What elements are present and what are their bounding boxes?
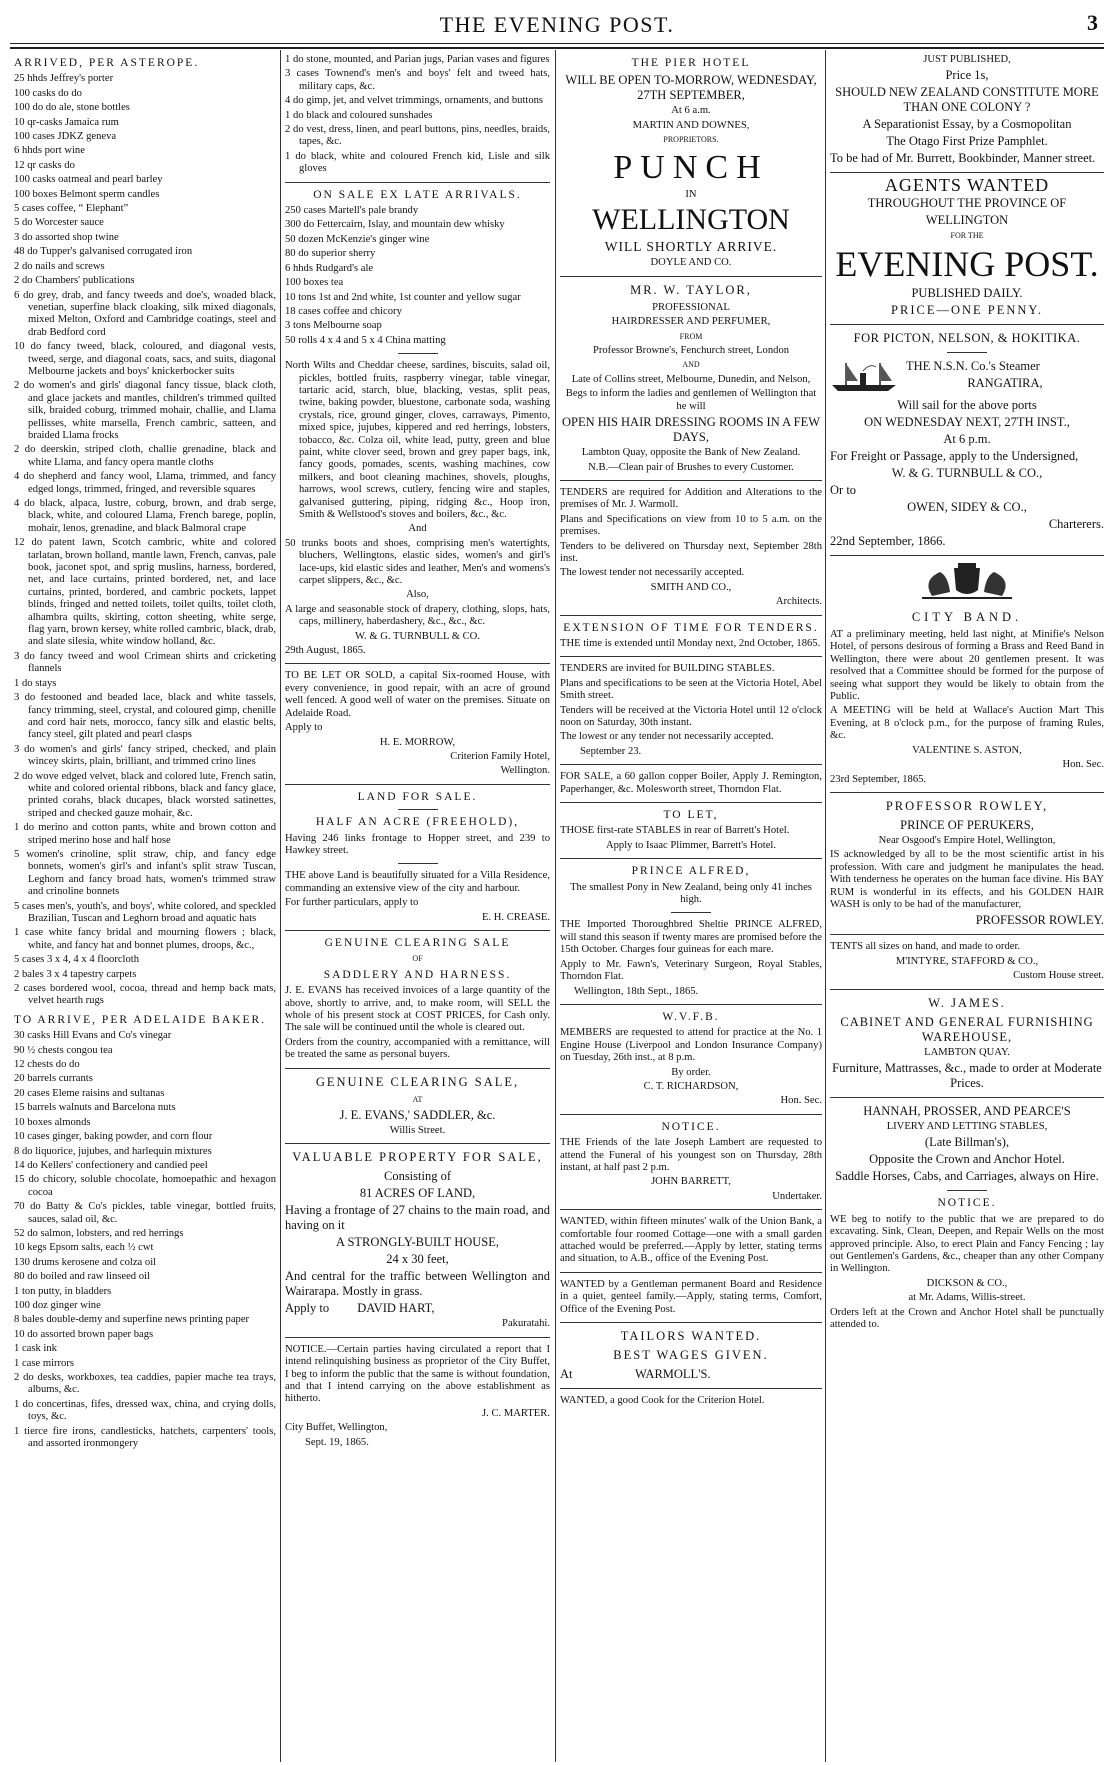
- barrett-name: JOHN BARRETT,: [651, 1176, 731, 1188]
- saddlery-heading: GENUINE CLEARING SALE: [324, 936, 511, 949]
- dickson-text: WE beg to notify to the public that we are prepared to do excavating. Sink, Clean, Deepen, and Repair Wells on the most approved principle. Also, to erect Plain and Fancy Fencing ; lay out Gentlemen's Gardens, &c., cheaper than any other Company in Wellington.: [830, 1213, 1104, 1275]
- list-item: 2 do nails and screws: [14, 260, 105, 272]
- meeting-text: A MEETING will be held at Wallace's Auction Mart This Evening, at 8 o'clock p.m., for the purpose of framing Rules, &c.: [830, 705, 1104, 742]
- list-item: 80 do boiled and raw linseed oil: [14, 1271, 150, 1283]
- divider: [560, 615, 822, 616]
- hart-name: DAVID HART,: [357, 1301, 435, 1316]
- list-item: 90 ½ chests congou tea: [14, 1044, 113, 1056]
- list-item: 50 rolls 4 x 4 and 5 x 4 China matting: [285, 334, 446, 346]
- wvfb-order: By order.: [671, 1066, 711, 1078]
- list-item: 1 ton putty, in bladders: [14, 1285, 112, 1297]
- extension-text: THE time is extended until Monday next, 2nd October, 1865.: [560, 637, 821, 649]
- list-item: 100 boxes tea: [285, 277, 344, 289]
- tents-text: TENTS all sizes on hand, and made to order.: [830, 941, 1021, 953]
- tolet-text: THOSE first-rate STABLES in rear of Barrett's Hotel.: [560, 825, 790, 837]
- opposite-label: Opposite the Crown and Anchor Hotel.: [869, 1152, 1065, 1167]
- divider: [560, 1004, 822, 1005]
- divider: [830, 555, 1104, 556]
- boots-list: 50 trunks boots and shoes, comprising men's watertights, bluchers, Wellingtons, elastic sides, women's and girl's lace-ups, kid elastic sides and leather, Men's and womens's carpet slippers, &c., &c.: [285, 537, 550, 587]
- half-acre-heading: HALF AN ACRE (FREEHOLD),: [315, 816, 520, 829]
- evans-text: J. E. EVANS has received invoices of a large quantity of the above, shortly to arrive, and, to make room, will SELL the whole of his present stock at COST PRICES, for Cash only. The sale will be continued until the whole is cleared out.: [285, 985, 550, 1034]
- list-item: 3 do assorted shop twine: [14, 231, 119, 243]
- steamer-notice: [830, 359, 1104, 397]
- wednesday-text: ON WEDNESDAY NEXT, 27TH INST.,: [864, 414, 1070, 429]
- also-label: Also,: [406, 589, 429, 601]
- warmoll-line: [560, 1367, 822, 1382]
- rowley-signature: PROFESSOR ROWLEY.: [975, 913, 1104, 928]
- adams-label: at Mr. Adams, Willis-street.: [908, 1292, 1026, 1304]
- page-number: 3: [1087, 10, 1098, 35]
- list-item: 1 case white fancy bridal and mourning flowers ; black, white, and fancy hat and bonnet plumes, droops, &c.,: [14, 927, 276, 951]
- throughout-label: THROUGHOUT THE PROVINCE OF: [867, 195, 1067, 210]
- saddlery-heading-2: SADDLERY AND HARNESS.: [323, 968, 512, 981]
- morrow-town: Wellington.: [500, 765, 550, 777]
- goods-list: [285, 54, 550, 176]
- wanted-cottage-text: WANTED, within fifteen minutes' walk of the Union Bank, a comfortable four roomed Cottage—one with a small garden attached would be preferred.—Apply by letter, stating terms and situation, to A.B., office of the Evening Post.: [560, 1216, 822, 1265]
- list-item: 300 do Fettercairn, Islay, and mountain dew whisky: [285, 219, 505, 231]
- divider: [830, 934, 1104, 935]
- divider: [285, 1143, 550, 1144]
- building-date: September 23.: [580, 745, 642, 757]
- list-item: 3 do fancy tweed and wool Crimean shirts and cricketing flannels: [14, 650, 276, 675]
- list-item: 18 cases coffee and chicory: [285, 305, 402, 317]
- freight-text: For Freight or Passage, apply to the Undersigned,: [830, 448, 1079, 463]
- list-item: 10 tons 1st and 2nd white, 1st counter and yellow sugar: [285, 291, 521, 303]
- divider: [560, 480, 822, 481]
- rowley-sub: PRINCE OF PERUKERS,: [900, 817, 1034, 832]
- late-arrivals-heading: ON SALE EX LATE ARRIVALS.: [313, 188, 522, 201]
- list-item: 20 barrels currants: [14, 1073, 93, 1085]
- list-item: 10 do fancy tweed, black, coloured, and diagonal vests, tweed, serge, and diagonal coats, sacs, and suits, diagonal Melbourne jackets and boys' knickerbocker suits: [14, 341, 276, 377]
- building-plans: Plans and specifications to be seen at the Victoria Hotel, Abel Smith street.: [560, 677, 822, 702]
- list-item: 1 do black, white and coloured French kid, Lisle and silk gloves: [285, 150, 550, 175]
- clearing-at: AT: [412, 1094, 423, 1104]
- masthead-rule-heavy: [10, 47, 1104, 49]
- pier-proprietors: MARTIN AND DOWNES,: [632, 119, 750, 131]
- list-item: 4 do gimp, jet, and velvet trimmings, ornaments, and buttons: [285, 95, 544, 107]
- for-the-label: FOR THE: [950, 230, 984, 240]
- taylor-heading: MR. W. TAYLOR,: [630, 282, 752, 297]
- list-item: 8 bales double-demy and superfine news printing paper: [14, 1314, 250, 1326]
- lambert-text: THE Friends of the late Joseph Lambert are requested to attend the Funeral of his youngest son on Thursday, 28th instant, at half past 2 p.m.: [560, 1137, 822, 1173]
- list-item: 1 do stone, mounted, and Parian jugs, Parian vases and figures: [285, 54, 550, 65]
- column-2: [285, 54, 550, 1760]
- dimensions-label: 24 x 30 feet,: [386, 1252, 449, 1267]
- turnbull-date: 29th August, 1865.: [285, 645, 366, 657]
- tenders-deliver: Tenders to be delivered on Thursday next, September 28th inst.: [560, 540, 822, 564]
- wanted-cook-text: WANTED, a good Cook for the Criterion Hotel.: [560, 1395, 765, 1407]
- sept-date: 22nd September, 1866.: [830, 533, 946, 548]
- prince-sub: The smallest Pony in New Zealand, being only 41 inches high.: [570, 881, 812, 906]
- price-label: Price 1s,: [945, 68, 989, 83]
- divider: [398, 863, 438, 864]
- divider: [560, 764, 822, 765]
- masthead: [0, 0, 1114, 42]
- list-item: 3 do women's and girls' fancy striped, checked, and plain wincey skirts, plain, brilliant, and trimmed crino lines: [14, 743, 276, 768]
- building-received: Tenders will be received at the Victoria Hotel until 12 o'clock noon on Saturday, 30th instant.: [560, 704, 822, 728]
- published-daily: PUBLISHED DAILY.: [911, 286, 1023, 301]
- nsn-text: THE N.S.N. Co.'s Steamer: [906, 359, 1040, 374]
- divider: [285, 663, 550, 664]
- orders-left-text: Orders left at the Crown and Anchor Hotel shall be punctually attended to.: [830, 1306, 1104, 1331]
- marter-address: City Buffet, Wellington,: [285, 1422, 388, 1434]
- architects-label: Architects.: [775, 596, 822, 608]
- tailors-heading: TAILORS WANTED.: [620, 1329, 762, 1344]
- will-sail-text: Will sail for the above ports: [897, 397, 1037, 412]
- divider: [560, 1272, 822, 1273]
- or-to-label: Or to: [830, 482, 857, 497]
- rowley-text: IS acknowledged by all to be the most scientific artist in his profession. With care and judgment he manipulates the head. With tenderness he operates on the human face divine. His BAY RUM is wonderful in its effects, and his GOLDEN HAIR WASH is only to be had of the manufacturer,: [830, 849, 1104, 910]
- rangatira-label: RANGATIRA,: [967, 376, 1043, 391]
- wvfb-heading: W.V.F.B.: [662, 1010, 720, 1023]
- newspaper-title: THE EVENING POST.: [439, 12, 675, 37]
- city-band-heading: CITY BAND.: [911, 610, 1023, 625]
- list-item: 2 do vest, dress, linen, and pearl buttons, pins, needles, braids, tapes, &c.: [285, 124, 550, 148]
- divider: [947, 352, 987, 353]
- at-label: At: [560, 1367, 573, 1382]
- divider: [285, 1068, 550, 1069]
- list-item: 2 do desks, workboxes, tea caddies, papier mache tea trays, albums, &c.: [14, 1372, 276, 1396]
- list-item: 5 do Worcester sauce: [14, 217, 104, 229]
- punch-in: IN: [685, 188, 697, 200]
- saddlery-of: OF: [412, 954, 423, 964]
- taylor-begs: Begs to inform the ladies and gentlemen of Wellington that he will: [565, 388, 817, 412]
- hart-line: [285, 1301, 550, 1316]
- column-1: [14, 54, 276, 1760]
- list-item: 2 cases bordered wool, cocoa, thread and hemp back mats, velvet hearth rugs: [14, 983, 276, 1007]
- marter-notice-text: NOTICE.—Certain parties having circulated a report that I intend relinquishing business as proprietor of the City Buffet, I beg to inform the public that the same is without foundation, and that I intend carrying on the above establishment as hitherto.: [285, 1343, 550, 1405]
- sheltie-text: THE Imported Thoroughbred Sheltie PRINCE ALFRED, will stand this season if twenty mares are promised before the 15th October. Charges four guineas for each mare.: [560, 919, 822, 956]
- taylor-browne: Professor Browne's, Fenchurch street, London: [592, 345, 790, 357]
- wanted-board-text: WANTED by a Gentleman permanent Board and Residence in a quiet, genteel family.—Apply, stating terms, Comfort, Office of the Evening Post.: [560, 1278, 822, 1315]
- crease-name: E. H. CREASE.: [482, 911, 550, 923]
- adelaide-cargo-list: [14, 1030, 276, 1450]
- column-4: [830, 54, 1104, 1760]
- asterope-heading: ARRIVED, PER ASTEROPE.: [14, 57, 200, 69]
- list-item: 10 do assorted brown paper bags: [14, 1328, 154, 1340]
- list-item: 70 do Batty & Co's pickles, table vinegar, bottled fruits, sauces, salad oil, &c.: [14, 1201, 276, 1225]
- villa-text: THE above Land is beautifully situated for a Villa Residence, commanding an extensive view of the city and harbour.: [285, 870, 550, 894]
- sheltie-apply: Apply to Mr. Fawn's, Veterinary Surgeon, Royal Stables, Thorndon Flat.: [560, 958, 822, 983]
- list-item: 80 do superior sherry: [285, 248, 376, 260]
- list-item: 100 doz ginger wine: [14, 1299, 101, 1311]
- pier-hotel-time: At 6 a.m.: [671, 105, 711, 117]
- lambton-label: LAMBTON QUAY.: [924, 1046, 1010, 1058]
- clearing-name: J. E. EVANS,' SADDLER, &c.: [339, 1108, 496, 1123]
- coat-of-arms-icon: [830, 562, 1104, 606]
- asterope-cargo-list: [14, 73, 276, 1007]
- list-item: 14 do Kellers' confectionery and candied peel: [14, 1159, 208, 1171]
- taylor-nb: N.B.—Clean pair of Brushes to every Customer.: [588, 461, 794, 473]
- building-lowest: The lowest or any tender not necessarily accepted.: [560, 731, 774, 743]
- land-heading: LAND FOR SALE.: [357, 790, 478, 803]
- list-item: 4 do black, alpaca, lustre, coburg, brown, and drab serge, black, white, and coloured Llama, French barege, poplin, mohair, lenos, grenadine, and black Balmoral crape: [14, 498, 276, 534]
- clearing-heading: GENUINE CLEARING SALE,: [315, 1074, 520, 1089]
- wellington-label: WELLINGTON: [925, 212, 1009, 227]
- list-item: 10 cases ginger, baking powder, and corn flour: [14, 1131, 213, 1143]
- divider: [830, 324, 1104, 325]
- list-item: 12 do patent lawn, Scotch cambric, white and colored tarlatan, brown holland, mantle lawn, French, canvas, pale book, jaconet spot, and sprig muslins, harness, bordered, net, and lace curtains, printed bordered, net, and lace curtains, printed, bordered, and cambric pockets, lappet blinds, fringed and netted toilets, toilet quilts, toilet cloth, alhambra quilts, skirting, cotton sheeting, white serge, flag yarn, brown kersey, white rolled cambric, black, drab, and slate silesia, white window holland, &c.: [14, 537, 276, 648]
- list-item: 6 hhds port wine: [14, 145, 85, 157]
- list-item: 6 do grey, drab, and fancy tweeds and doe's, woaded black, venetian, superfine black cloaking, silk mixed diagonals, mixed Melton, Oxford and Cambridge coatings, steel and drab Bedford cord: [14, 289, 276, 338]
- list-item: 2 do Chambers' publications: [14, 275, 135, 287]
- hannah-heading: HANNAH, PROSSER, AND PEARCE'S: [863, 1103, 1071, 1118]
- separationist-text: A Separationist Essay, by a Cosmopolitan: [862, 117, 1072, 132]
- list-item: 1 do black and coloured sunshades: [285, 109, 433, 121]
- divider: [285, 1337, 550, 1338]
- list-item: 1 cask ink: [14, 1343, 57, 1355]
- apply-label: Apply to: [285, 1301, 330, 1316]
- divider: [830, 792, 1104, 793]
- taylor-title-2: HAIRDRESSER AND PERFUMER,: [611, 316, 771, 328]
- acres-label: 81 ACRES OF LAND,: [359, 1186, 476, 1201]
- list-item: 5 women's crinoline, split straw, chip, and fancy edge bonnets, women's girl's and infant's split straw Tuscan, Leghorn and fancy broad hats, women's trimmed straw and crinoline bonnets: [14, 848, 276, 898]
- list-item: 12 chests do do: [14, 1059, 80, 1071]
- grocery-list: North Wilts and Cheddar cheese, sardines, biscuits, salad oil, pickles, bottled fruits, raspberry vinegar, table vinegar, tartaric acid, starch, blue, blacking, vestas, split peas, twine, baking powder, bluestone, carbonate soda, washing crystals, rice, ground ginger, cloves, carraways, Pimento, mixed spice, jujubes, kippered and red herrings, lobsters, tobacco, &c. Colza oil, white lead, putty, green and blue paint, white clover seed, brown and grey paper bags, ink, fancy goods, pomades, scents, washing machines, cow milkers, and boot cleaning machines, shovels, ploughs, harrows, wool screws, cutlery, fencing wire and staples, galvanised guttering, piping, ridging &c., Hoop iron, Smith & Wellstood's stoves and boilers, &c., &c.: [285, 360, 550, 520]
- divider: [947, 1190, 987, 1191]
- tenders-plans: Plans and Specifications on view from 10 to 5 a.m. on the premises.: [560, 513, 822, 538]
- agents-heading: AGENTS WANTED: [884, 175, 1050, 196]
- list-item: 4 do shepherd and fancy wool, Llama, trimmed, and fancy edged longs, trimmed, fringed, and reversible squares: [14, 471, 276, 495]
- list-item: 5 cases coffee, “ Elephant”: [14, 203, 129, 215]
- should-heading: SHOULD NEW ZEALAND CONSTITUTE MORE THAN ONE COLONY ?: [835, 85, 1099, 115]
- list-item: 100 boxes Belmont sperm candles: [14, 188, 160, 200]
- pier-proprietors-label: PROPRIETORS.: [663, 135, 719, 145]
- list-item: 3 do festooned and beaded lace, black and white tassels, fancy trimming, steel, crystal, and coloured gimp, chenille and cord hair nets, morocco, fancy silk and elastic belts, fancy steel, gilt plated and pearl clasps: [14, 692, 276, 741]
- evening-post-title: EVENING POST.: [835, 244, 1099, 285]
- burrett-text: To be had of Mr. Burrett, Bookbinder, Manner street.: [830, 151, 1096, 166]
- undertaker-label: Undertaker.: [772, 1190, 822, 1202]
- divider: [398, 353, 438, 354]
- masthead-rule: [10, 43, 1104, 44]
- mintyre-name: M'INTYRE, STAFFORD & CO.,: [895, 955, 1039, 967]
- wvfb-text: MEMBERS are requested to attend for practice at the No. 1 Engine House (Liverpool and London Insurance Company) on Tuesday, 26th inst., at 8 p.m.: [560, 1027, 822, 1064]
- list-item: 1 do merino and cotton pants, white and brown cotton and striped merino hose and half hose: [14, 822, 276, 846]
- pier-hotel-text: WILL BE OPEN TO-MORROW, WEDNESDAY, 27TH SEPTEMBER,: [565, 73, 817, 103]
- list-item: 1 tierce fire irons, candlesticks, hatchets, carpenters' tools, and assorted ironmongery: [14, 1425, 276, 1450]
- punch-heading: PUNCH: [613, 148, 769, 186]
- valuable-heading: VALUABLE PROPERTY FOR SALE,: [292, 1150, 543, 1165]
- list-item: 3 cases Townend's men's and boys' felt and tweed hats, military caps, &c.: [285, 68, 550, 92]
- boiler-text: FOR SALE, a 60 gallon copper Boiler, Apply J. Remington, Paperhanger, &c. Molesworth street, Thorndon Flat.: [560, 771, 822, 795]
- central-text: And central for the traffic between Wellington and Wairarapa. Mostly in grass.: [285, 1269, 550, 1299]
- rowley-heading: PROFESSOR ROWLEY,: [885, 798, 1049, 813]
- list-item: 250 cases Martell's pale brandy: [285, 205, 419, 217]
- list-item: 20 cases Eleme raisins and sultanas: [14, 1087, 165, 1099]
- list-item: 100 casks oatmeal and pearl barley: [14, 174, 163, 186]
- divider: [560, 276, 822, 277]
- and-label: And: [408, 523, 427, 535]
- divider: [285, 784, 550, 785]
- band-date: 23rd September, 1865.: [830, 773, 927, 785]
- to-let-text: TO BE LET OR SOLD, a capital Six-roomed House, with every convenience, in good repair, with an acre of ground well fenced. A good well of water on the premises. Situate on Adelaide Road.: [285, 670, 550, 719]
- list-item: 100 cases JDKZ geneva: [14, 131, 117, 143]
- list-item: 10 kegs Epsom salts, each ½ cwt: [14, 1242, 154, 1254]
- adelaide-heading: TO ARRIVE, PER ADELAIDE BAKER.: [14, 1013, 267, 1026]
- further-label: For further particulars, apply to: [285, 897, 419, 909]
- marter-date: Sept. 19, 1865.: [305, 1436, 369, 1448]
- time-text: At 6 p.m.: [943, 431, 991, 446]
- divider: [285, 182, 550, 183]
- taylor-open: OPEN HIS HAIR DRESSING ROOMS IN A FEW DAYS,: [561, 415, 820, 445]
- tolet-heading: TO LET,: [663, 809, 719, 822]
- dickson-name: DICKSON & CO.,: [926, 1277, 1008, 1289]
- charterers-label: Charterers.: [1048, 516, 1104, 531]
- divider: [398, 809, 438, 810]
- list-item: 12 qr casks do: [14, 159, 75, 171]
- frontage-text: Having a frontage of 27 chains to the main road, and having on it: [285, 1203, 550, 1233]
- morrow-name: H. E. MORROW,: [379, 736, 456, 748]
- building-text: TENDERS are invited for BUILDING STABLES.: [560, 663, 775, 675]
- punch-doyle: DOYLE AND CO.: [650, 257, 732, 269]
- custom-house-label: Custom House street.: [1013, 970, 1104, 982]
- hon-sec-label: Hon. Sec.: [1062, 759, 1104, 771]
- rowley-near: Near Osgood's Empire Hotel, Wellington,: [878, 834, 1056, 846]
- pakuratahi-label: Pakuratahi.: [502, 1318, 550, 1330]
- divider: [830, 1097, 1104, 1098]
- column-divider: [825, 50, 826, 1762]
- prince-heading: PRINCE ALFRED,: [631, 865, 751, 878]
- half-acre-text: Having 246 links frontage to Hopper street, and 239 to Hawkey street.: [285, 832, 550, 856]
- column-divider: [555, 50, 556, 1762]
- turnbull-signature: W. & G. TURNBULL & CO.: [355, 630, 480, 642]
- list-item: 6 hhds Rudgard's ale: [285, 262, 374, 274]
- valentine-name: VALENTINE S. ASTON,: [912, 744, 1022, 756]
- list-item: 52 do salmon, lobsters, and red herrings: [14, 1227, 184, 1239]
- divider: [671, 912, 711, 913]
- extension-heading: EXTENSION OF TIME FOR TENDERS.: [563, 621, 819, 634]
- list-item: 130 drums kerosene and colza oil: [14, 1256, 157, 1268]
- notice-heading: NOTICE.: [661, 1120, 721, 1133]
- list-item: 10 qr-casks Jamaica rum: [14, 116, 119, 128]
- james-heading: W. JAMES.: [928, 995, 1006, 1010]
- divider: [560, 656, 822, 657]
- list-item: 1 do concertinas, fifes, dressed wax, china, and crying dolls, toys, &c.: [14, 1398, 276, 1423]
- list-item: 5 cases men's, youth's, and boys', white colored, and speckled Brazilian, Tuscan and Leghorn broad and aquatic hats: [14, 900, 276, 924]
- divider: [560, 802, 822, 803]
- cabinet-text: CABINET AND GENERAL FURNISHING WAREHOUSE,: [840, 1014, 1094, 1044]
- drapery-text: A large and seasonable stock of drapery, clothing, slops, hats, caps, millinery, haberdashery, &c., &c., &c.: [285, 603, 550, 628]
- list-item: 15 barrels walnuts and Barcelona nuts: [14, 1102, 176, 1114]
- divider: [560, 858, 822, 859]
- list-item: 25 hhds Jeffrey's porter: [14, 73, 114, 85]
- divider: [560, 1114, 822, 1115]
- punch-arrive: WILL SHORTLY ARRIVE.: [604, 239, 778, 255]
- just-published-label: JUST PUBLISHED,: [923, 54, 1011, 65]
- punch-wellington: WELLINGTON: [592, 203, 790, 237]
- smith-name: SMITH AND CO.,: [650, 581, 732, 593]
- hon-sec-label: Hon. Sec.: [780, 1095, 822, 1107]
- taylor-and: AND: [682, 360, 700, 370]
- clearing-street: Willis Street.: [389, 1125, 446, 1137]
- list-item: 10 boxes almonds: [14, 1116, 91, 1128]
- divider: [285, 930, 550, 931]
- divider: [830, 172, 1104, 173]
- sheltie-date: Wellington, 18th Sept., 1865.: [574, 985, 699, 997]
- taylor-late: Late of Collins street, Melbourne, Dunedin, and Nelson,: [571, 373, 811, 385]
- list-item: 5 cases 3 x 4, 4 x 4 floorcloth: [14, 954, 140, 966]
- taylor-from: FROM: [679, 331, 703, 341]
- steamship-icon: [830, 359, 900, 397]
- tenders-text: TENDERS are required for Addition and Alterations to the premises of Mr. J. Warmoll.: [560, 486, 822, 511]
- taylor-lambton: Lambton Quay, opposite the Bank of New Zealand.: [581, 447, 801, 459]
- list-item: 48 do Tupper's galvanised corrugated iron: [14, 246, 193, 258]
- turnbull-name: W. & G. TURNBULL & CO.,: [891, 465, 1043, 480]
- best-wages-heading: BEST WAGES GIVEN.: [613, 1348, 769, 1363]
- column-3: [560, 54, 822, 1760]
- house-label: A STRONGLY-BUILT HOUSE,: [335, 1235, 499, 1250]
- owen-name: OWEN, SIDEY & CO.,: [907, 499, 1027, 514]
- richardson-name: C. T. RICHARDSON,: [643, 1080, 739, 1092]
- list-item: 8 do liquorice, jujubes, and harlequin mixtures: [14, 1145, 212, 1157]
- list-item: 1 case mirrors: [14, 1357, 75, 1369]
- apply-label: Apply to: [285, 722, 323, 734]
- consisting-label: Consisting of: [383, 1169, 452, 1184]
- band-text: AT a preliminary meeting, held last night, at Minifie's Nelson Hotel, of persons desirous of forming a Brass and Reed Band in Wellington, there were about 20 gentlemen present. It was resolved that a Committee should be formed for the purpose of seeing what support they would be likely to obtain from the Public.: [830, 629, 1104, 703]
- divider: [560, 1322, 822, 1323]
- list-item: 15 do chicory, soluble chocolate, homoepathic and hexagon cocoa: [14, 1174, 276, 1198]
- list-item: 2 bales 3 x 4 tapestry carpets: [14, 968, 137, 980]
- taylor-title: PROFESSIONAL: [652, 301, 730, 313]
- list-item: 100 casks do do: [14, 87, 82, 99]
- list-item: 1 do stays: [14, 677, 57, 689]
- livery-label: LIVERY AND LETTING STABLES,: [886, 1120, 1048, 1132]
- list-item: 100 do do ale, stone bottles: [14, 102, 130, 114]
- pier-hotel-heading: THE PIER HOTEL: [631, 57, 751, 69]
- divider: [560, 1388, 822, 1389]
- warmoll-name: WARMOLL'S.: [635, 1367, 711, 1382]
- price-penny: PRICE—ONE PENNY.: [891, 303, 1043, 318]
- tolet-apply: Apply to Isaac Plimmer, Barrett's Hotel.: [605, 839, 777, 851]
- billman-label: (Late Billman's),: [924, 1135, 1010, 1150]
- evans-orders: Orders from the country, accompanied with a remittance, will be treated the same as personal buyers.: [285, 1036, 550, 1061]
- list-item: 50 dozen McKenzie's ginger wine: [285, 233, 430, 245]
- morrow-address: Criterion Family Hotel,: [450, 750, 550, 762]
- list-item: 2 do deerskin, striped cloth, challie grenadine, black and white Llama, and fancy opera mantle cloths: [14, 444, 276, 468]
- list-item: 2 do wove edged velvet, black and colored lute, French satin, white and colored oriental ribbons, black and fancy glace, printed corahs, black ducapes, black worsted satinettes, striped and checked gauze mohair, &c.: [14, 770, 276, 819]
- list-item: 2 do women's and girls' diagonal fancy tissue, black cloth, and glace jackets and mantles, children's trimmed quilted silk, braided coburg, trimmed mohair, challie, and Llama pellisses, white marsella, French cambric, satteen, and braided Llama frocks: [14, 380, 276, 441]
- list-item: 30 casks Hill Evans and Co's vinegar: [14, 1030, 172, 1042]
- furniture-text: Furniture, Mattrasses, &c., made to order at Moderate Prices.: [832, 1060, 1102, 1090]
- notice-heading: NOTICE.: [937, 1197, 997, 1210]
- tenders-lowest: The lowest tender not necessarily accepted.: [560, 567, 745, 579]
- late-arrivals-list: [285, 205, 550, 347]
- picton-heading: FOR PICTON, NELSON, & HOKITIKA.: [853, 331, 1081, 346]
- column-divider: [280, 50, 281, 1762]
- list-item: 3 tons Melbourne soap: [285, 320, 382, 332]
- otago-text: The Otago First Prize Pamphlet.: [886, 134, 1048, 149]
- marter-name: J. C. MARTER.: [482, 1407, 550, 1419]
- saddle-horses-text: Saddle Horses, Cabs, and Carriages, always on Hire.: [835, 1169, 1099, 1184]
- divider: [560, 1209, 822, 1210]
- divider: [830, 989, 1104, 990]
